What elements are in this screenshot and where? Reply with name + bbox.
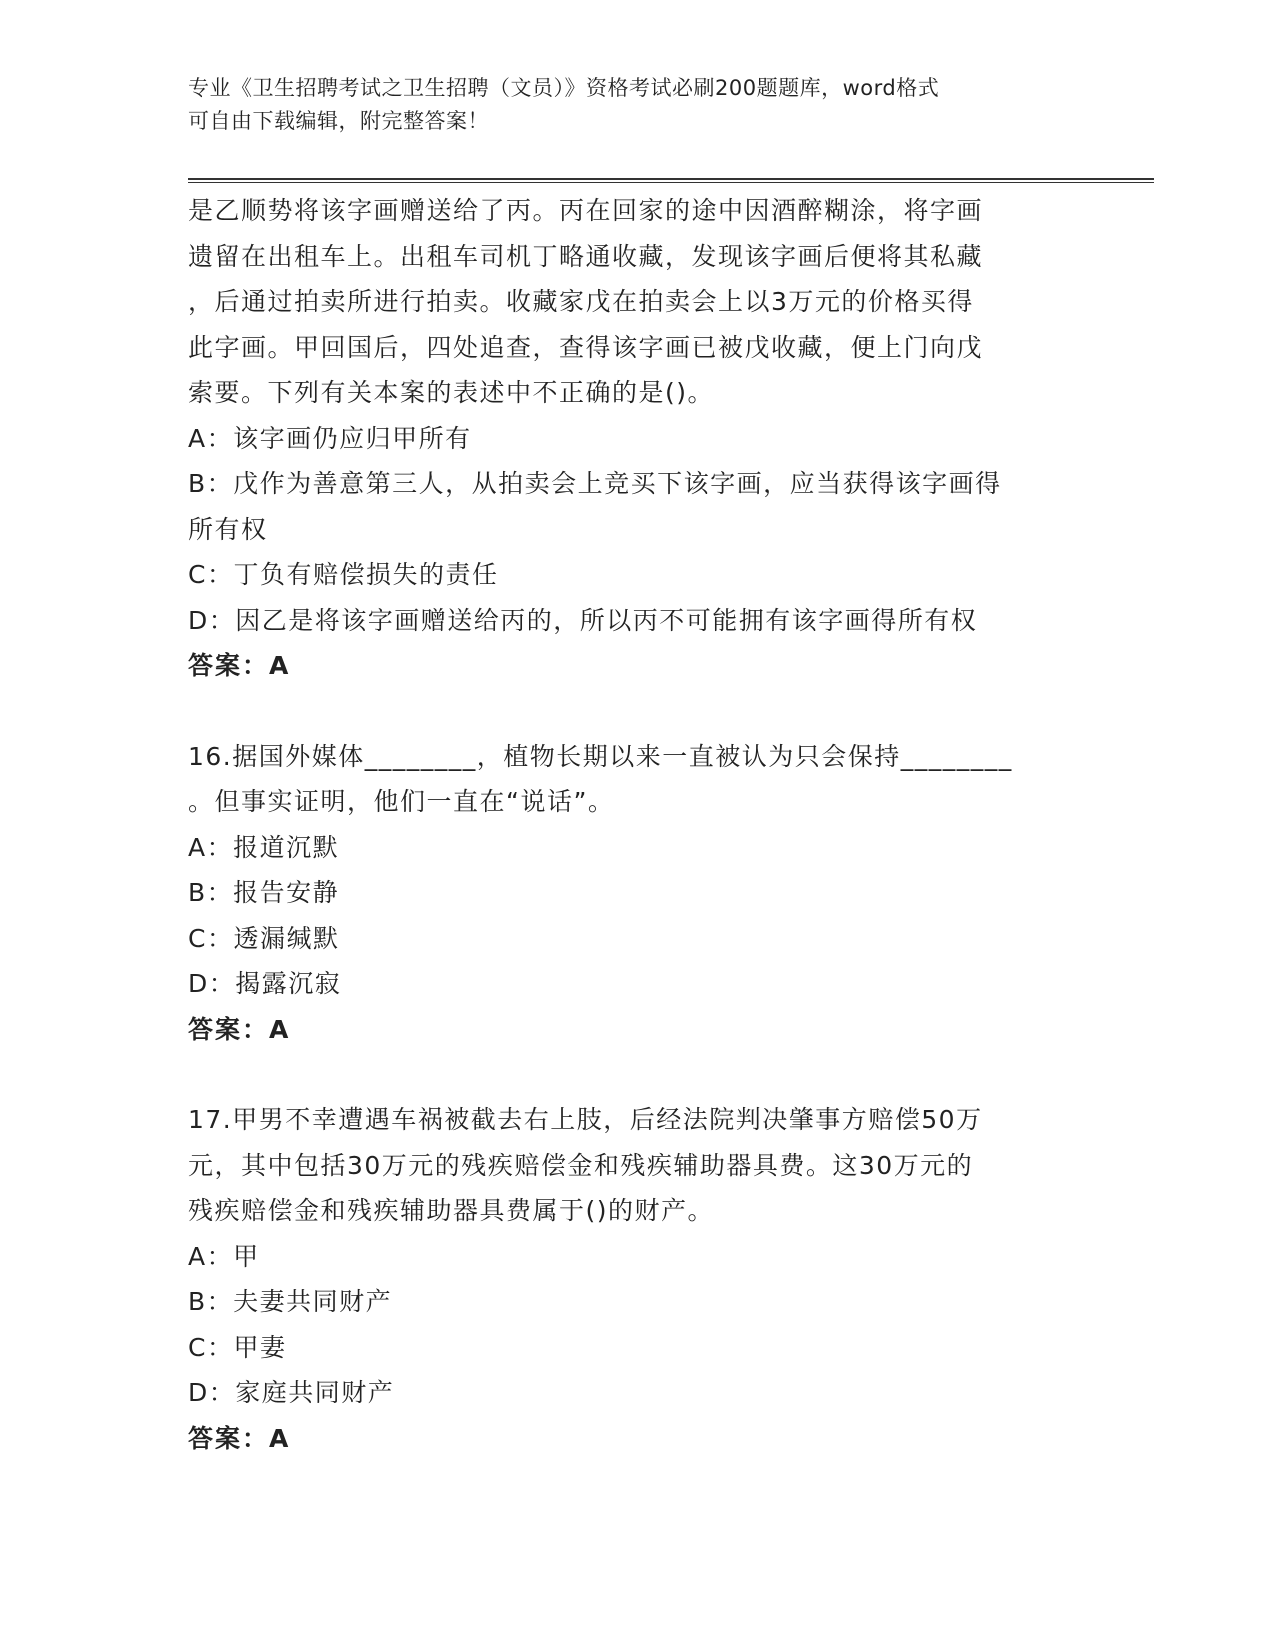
question-15-option-a: A：该字画仍应归甲所有	[188, 423, 472, 453]
question-15-block	[188, 188, 1068, 689]
question-15-option-c: C：丁负有赔偿损失的责任	[188, 560, 499, 589]
question-15-answer: 答案：A	[188, 651, 291, 680]
question-content	[188, 188, 1068, 1461]
question-17-option-c: C：甲妻	[188, 1332, 287, 1362]
header-title-line-2: 可自由下载编辑，附完整答案！	[188, 109, 489, 133]
question-15-stem-line: 此字画。甲回国后，四处追查，查得该字画已被戊收藏，便上门向戊	[188, 332, 984, 362]
question-15-option-b: B：戊作为善意第三人，从拍卖会上竞买下该字画，应当获得该字画得	[188, 469, 1002, 498]
question-17-stem-line: 残疾赔偿金和残疾辅助器具费属于()的财产。	[188, 1196, 715, 1225]
question-15-option-b-continued: 所有权	[188, 514, 268, 544]
question-17-option-a: A：甲	[188, 1241, 260, 1271]
header-divider	[188, 178, 1154, 183]
document-header	[188, 72, 1068, 138]
question-16-stem-line: 。但事实证明，他们一直在“说话”。	[188, 787, 615, 816]
question-spacer	[188, 1052, 1068, 1097]
question-17-stem-line: 17.甲男不幸遭遇车祸被截去右上肢，后经法院判决肇事方赔偿50万	[188, 1105, 983, 1134]
question-15-stem-line: 是乙顺势将该字画赠送给了丙。丙在回家的途中因酒醉糊涂，将字画	[188, 196, 984, 225]
header-title-line-1: 专业《卫生招聘考试之卫生招聘（文员）》资格考试必刷200题题库，word格式	[188, 76, 940, 100]
question-16-option-a: A：报道沉默	[188, 832, 340, 862]
question-15-stem-line: 索要。下列有关本案的表述中不正确的是()。	[188, 378, 715, 407]
question-16-option-b: B：报告安静	[188, 878, 340, 907]
question-17-answer: 答案：A	[188, 1423, 291, 1453]
question-17-option-b: B：夫妻共同财产	[188, 1287, 393, 1316]
question-17-block	[188, 1097, 1068, 1461]
question-16-answer: 答案：A	[188, 1014, 291, 1044]
question-16-option-d: D：揭露沉寂	[188, 969, 342, 998]
question-16-block	[188, 734, 1068, 1053]
question-15-stem-line: 遗留在出租车上。出租车司机丁略通收藏，发现该字画后便将其私藏	[188, 241, 984, 271]
question-15-stem-line: ，后通过拍卖所进行拍卖。收藏家戊在拍卖会上以3万元的价格买得	[188, 287, 974, 316]
question-15-option-d: D：因乙是将该字画赠送给丙的，所以丙不可能拥有该字画得所有权	[188, 605, 978, 635]
question-16-stem-line: 16.据国外媒体________，植物长期以来一直被认为只会保持________	[188, 741, 1013, 771]
question-16-option-c: C：透漏缄默	[188, 923, 340, 953]
question-spacer	[188, 689, 1068, 734]
question-17-option-d: D：家庭共同财产	[188, 1378, 395, 1407]
question-17-stem-line: 元，其中包括30万元的残疾赔偿金和残疾辅助器具费。这30万元的	[188, 1150, 974, 1180]
